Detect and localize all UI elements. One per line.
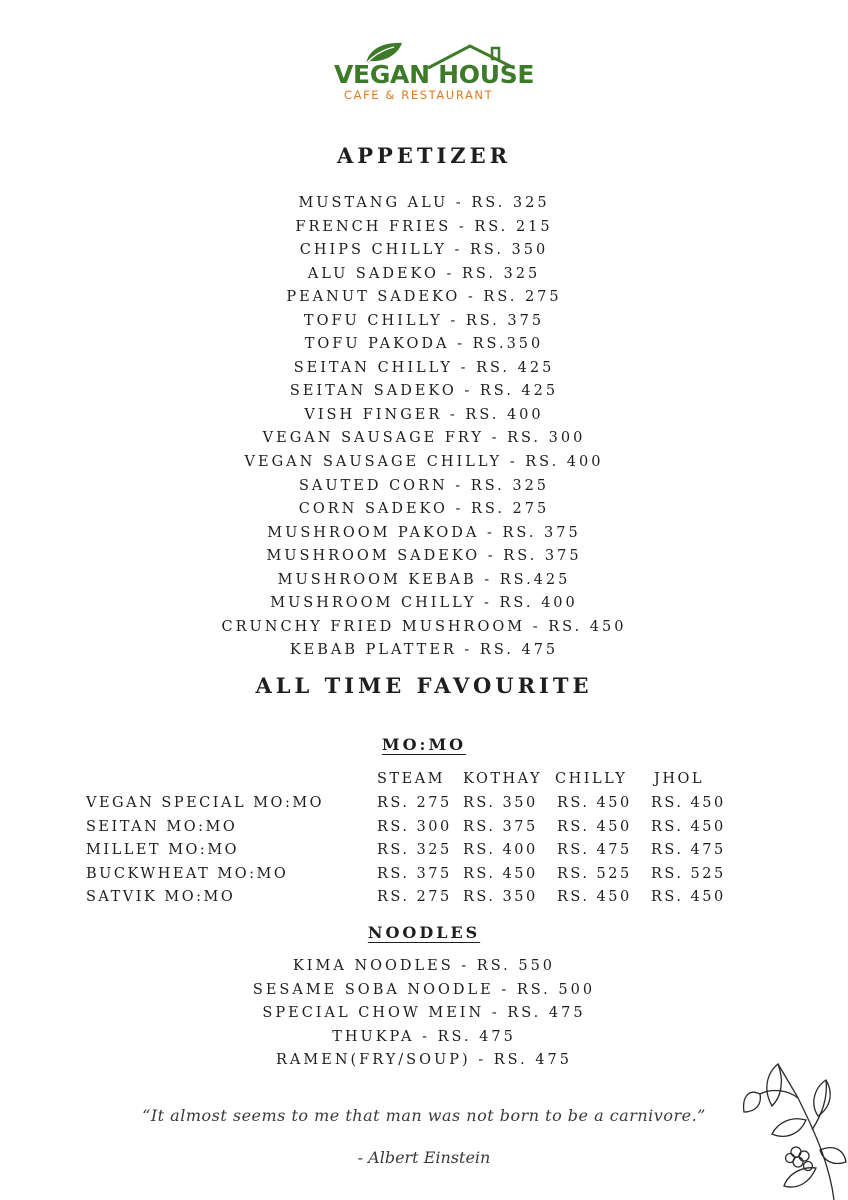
appetizer-item: TOFU PAKODA - RS.350 xyxy=(304,336,544,353)
momo-item-name: MILLET MO:MO xyxy=(86,842,240,858)
vegan-house-logo xyxy=(332,40,535,106)
momo-price: RS. 350 xyxy=(463,889,538,905)
noodles-item: RAMEN(FRY/SOUP) - RS. 475 xyxy=(276,1052,572,1069)
momo-item-name: SEITAN MO:MO xyxy=(86,818,238,835)
appetizer-item: FRENCH FRIES - RS. 215 xyxy=(295,218,553,235)
momo-col-jhol: JHOL xyxy=(654,771,704,787)
appetizer-item: SEITAN CHILLY - RS. 425 xyxy=(293,359,555,376)
noodles-list xyxy=(0,955,848,1073)
momo-item-name: SATVIK MO:MO xyxy=(86,889,236,905)
appetizer-item: MUSTANG ALU - RS. 325 xyxy=(298,195,550,211)
momo-price: RS. 375 xyxy=(377,865,452,882)
einstein-quote: “It almost seems to me that man was not born to be a carnivore.” xyxy=(142,1106,706,1125)
coffee-plant-illustration-icon xyxy=(738,1058,848,1200)
noodles-item: SESAME SOBA NOODLE - RS. 500 xyxy=(252,981,596,998)
momo-price: RS. 450 xyxy=(557,818,632,835)
appetizer-item: VEGAN SAUSAGE CHILLY - RS. 400 xyxy=(244,454,604,471)
appetizer-item: SAUTED CORN - RS. 325 xyxy=(298,477,550,494)
quote-author: - Albert Einstein xyxy=(357,1148,491,1167)
appetizer-item: ALU SADEKO - RS. 325 xyxy=(307,265,541,282)
momo-item-name: BUCKWHEAT MO:MO xyxy=(86,865,289,882)
noodles-item: SPECIAL CHOW MEIN - RS. 475 xyxy=(262,1005,586,1022)
noodles-item: KIMA NOODLES - RS. 550 xyxy=(292,958,556,974)
momo-col-chilly: CHILLY xyxy=(555,771,628,787)
momo-col-kothay: KOTHAY xyxy=(463,771,543,787)
appetizer-item: MUSHROOM KEBAB - RS.425 xyxy=(277,571,571,588)
momo-price: RS. 475 xyxy=(557,842,632,858)
appetizer-item: MUSHROOM SADEKO - RS. 375 xyxy=(266,548,582,565)
logo-tagline: CAFE & RESTAURANT xyxy=(344,88,494,102)
momo-price: RS. 525 xyxy=(651,865,726,882)
appetizer-item: PEANUT SADEKO - RS. 275 xyxy=(286,289,562,306)
momo-row xyxy=(0,819,848,843)
momo-row xyxy=(0,866,848,890)
momo-price: RS. 450 xyxy=(463,865,538,882)
noodles-title: NOODLES xyxy=(367,923,481,942)
appetizer-item: SEITAN SADEKO - RS. 425 xyxy=(289,383,559,400)
momo-price: RS. 525 xyxy=(557,865,632,882)
momo-title: MO:MO xyxy=(381,735,467,754)
appetizer-item: MUSHROOM CHILLY - RS. 400 xyxy=(270,595,578,612)
momo-price: RS. 275 xyxy=(377,889,452,905)
all-time-favourite-title: ALL TIME FAVOURITE xyxy=(255,673,593,698)
logo-name: VEGAN HOUSE xyxy=(334,60,535,89)
momo-price: RS. 450 xyxy=(651,889,726,905)
appetizer-item: CRUNCHY FRIED MUSHROOM - RS. 450 xyxy=(221,618,627,635)
appetizer-item: CHIPS CHILLY - RS. 350 xyxy=(299,242,549,259)
momo-price: RS. 325 xyxy=(377,842,452,858)
momo-row xyxy=(0,889,848,913)
appetizer-list xyxy=(0,192,848,663)
momo-price: RS. 300 xyxy=(377,818,452,835)
appetizer-item: CORN SADEKO - RS. 275 xyxy=(298,501,550,518)
momo-row xyxy=(0,842,848,866)
momo-price: RS. 450 xyxy=(557,889,632,905)
appetizer-item: KEBAB PLATTER - RS. 475 xyxy=(289,642,559,659)
momo-price: RS. 450 xyxy=(557,795,632,811)
momo-price: RS. 275 xyxy=(377,795,452,811)
momo-row xyxy=(0,795,848,819)
momo-price: RS. 350 xyxy=(463,795,538,811)
noodles-item: THUKPA - RS. 475 xyxy=(332,1028,516,1045)
momo-price: RS. 375 xyxy=(463,818,538,835)
momo-price: RS. 450 xyxy=(651,818,726,835)
momo-item-name: VEGAN SPECIAL MO:MO xyxy=(86,795,325,811)
appetizer-item: TOFU CHILLY - RS. 375 xyxy=(303,312,545,329)
momo-price: RS. 400 xyxy=(463,842,538,858)
momo-col-steam: STEAM xyxy=(377,771,446,787)
appetizer-item: VEGAN SAUSAGE FRY - RS. 300 xyxy=(262,430,586,447)
momo-price: RS. 450 xyxy=(651,795,726,811)
appetizer-item: VISH FINGER - RS. 400 xyxy=(304,406,544,423)
momo-price: RS. 475 xyxy=(651,842,726,858)
appetizer-item: MUSHROOM PAKODA - RS. 375 xyxy=(267,524,581,541)
appetizer-title: APPETIZER xyxy=(336,143,512,168)
